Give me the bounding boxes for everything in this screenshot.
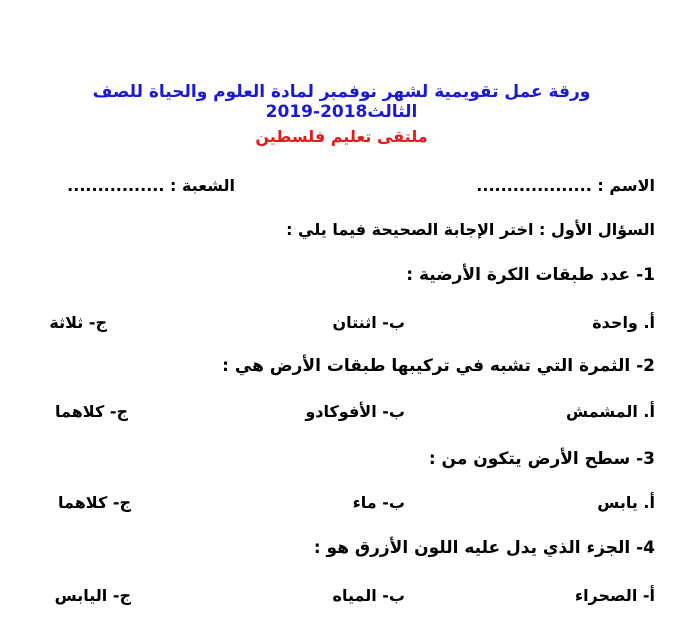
worksheet-subtitle: ملتقى تعليم فلسطين — [255, 127, 428, 146]
question-text: 3- سطح الأرض يتكون من : — [428, 449, 655, 469]
question-text: 1- عدد طبقات الكرة الأرضية : — [406, 265, 655, 285]
question-row — [20, 356, 655, 380]
options-row — [20, 493, 655, 517]
section1-row — [20, 220, 655, 244]
options-row — [20, 586, 655, 610]
question-row — [20, 265, 655, 289]
option-c: ج- اليابس — [54, 586, 131, 605]
option-a: أ. يابس — [597, 493, 655, 512]
option-b: ب- المياه — [332, 586, 405, 605]
options-row — [20, 402, 655, 426]
option-b: ب- اثنتان — [332, 313, 405, 332]
option-b: ب- ماء — [352, 493, 405, 512]
option-c: ج- ثلاثة — [49, 313, 107, 332]
student-name-field: الاسم : ................... — [476, 176, 655, 195]
question-text: 4- الجزء الذي يدل عليه اللون الأزرق هو : — [313, 538, 655, 558]
option-c: ج- كلاهما — [57, 493, 131, 512]
question-text: 2- الثمرة التي تشبه في تركيبها طبقات الأرض هي : — [222, 356, 655, 376]
option-a: أ. واحدة — [592, 313, 655, 332]
option-a: أ- الصحراء — [574, 586, 655, 605]
option-c: ج- كلاهما — [54, 402, 128, 421]
section1-heading: السؤال الأول : اختر الإجابة الصحيحة فيما يلي : — [286, 220, 655, 239]
option-b: ب- الأفوكادو — [305, 402, 405, 421]
question-row — [20, 449, 655, 473]
question-row — [20, 538, 655, 562]
option-a: أ. المشمش — [566, 402, 655, 421]
student-section-field: الشعبة : ................ — [67, 176, 235, 195]
student-info-row — [20, 176, 655, 198]
options-row — [20, 313, 655, 337]
worksheet-title: ورقة عمل تقويمية لشهر نوفمبر لمادة العلوم والحياة للصف الثالث2018-2019 — [92, 82, 591, 122]
